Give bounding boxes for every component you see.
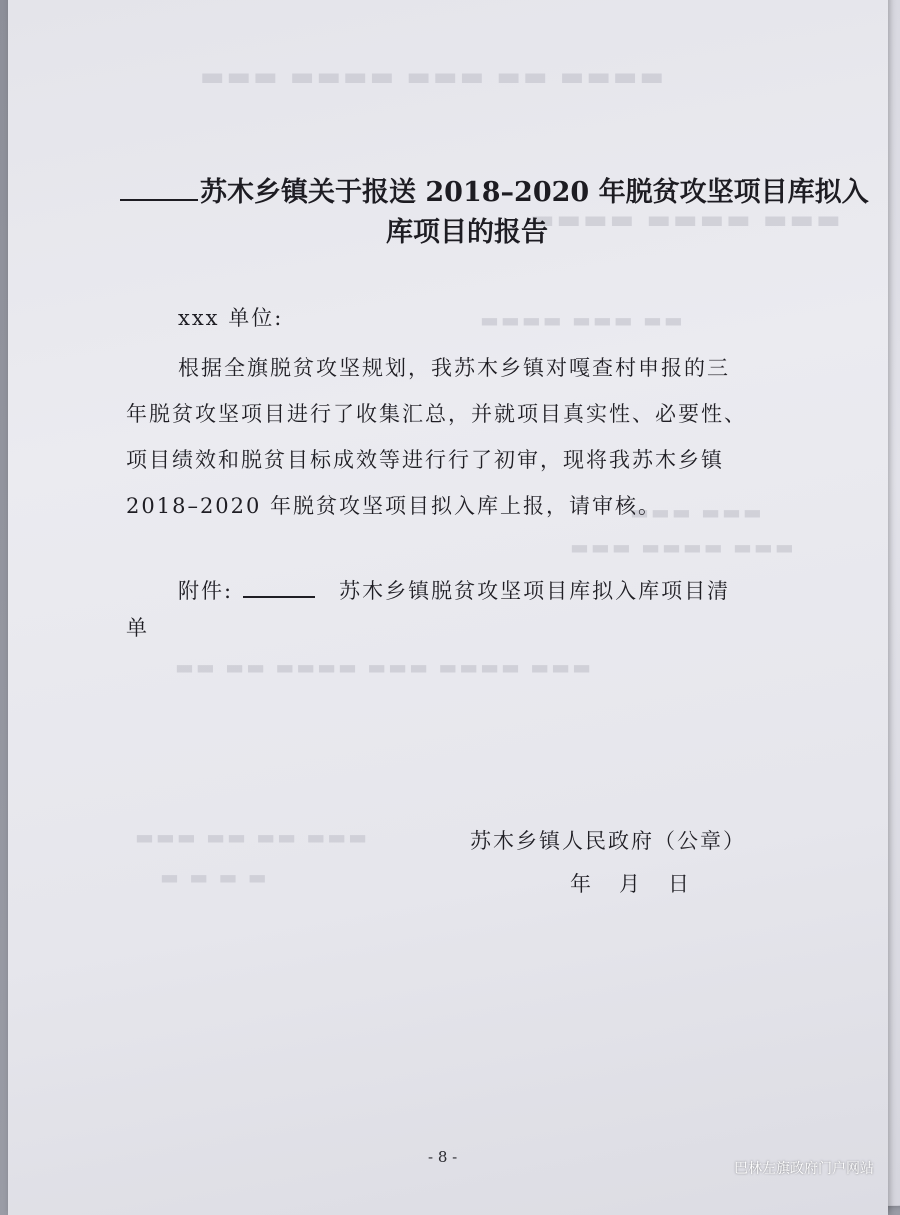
document-page: [8, 0, 888, 1215]
signature: 苏木乡镇人民政府（公章）: [470, 829, 746, 853]
paragraph-line-1: 根据全旗脱贫攻坚规划，我苏木乡镇对嘎查村申报的三: [178, 356, 730, 380]
show-through-mark: ▬▬▬ ▬▬▬: [628, 500, 762, 524]
paragraph-line-3: 项目绩效和脱贫目标成效等进行行了初审，现将我苏木乡镇: [126, 448, 724, 472]
report-title-line-1: [120, 170, 869, 209]
show-through-mark: ▬▬ ▬▬▬ ▬▬▬▬: [478, 308, 683, 332]
page-number: - 8 -: [428, 1148, 458, 1166]
report-title-line-2: 库项目的报告: [386, 217, 548, 248]
show-through-mark: ▬▬▬ ▬▬▬▬ ▬▬▬ ▬▬▬▬ ▬▬ ▬▬: [173, 655, 591, 679]
show-through-mark: ▬▬▬ ▬▬▬▬ ▬▬▬▬: [528, 205, 841, 235]
attachment-label: 附件:: [178, 579, 234, 603]
attachment-text: 苏木乡镇脱贫攻坚项目库拟入库项目清: [339, 579, 731, 603]
signature-date: 年 月 日: [570, 872, 692, 896]
show-through-mark: ▬▬▬ ▬▬▬▬ ▬▬▬: [568, 535, 794, 559]
title-text: 苏木乡镇关于报送 2018–2020 年脱贫攻坚项目库拟入: [200, 177, 869, 208]
attachment-line: [178, 575, 730, 605]
paragraph-line-2: 年脱贫攻坚项目进行了收集汇总，并就项目真实性、必要性、: [126, 402, 747, 426]
site-watermark: 巴林左旗政府门户网站: [734, 1161, 874, 1177]
show-through-mark: ▬▬▬ ▬▬ ▬▬ ▬▬▬: [133, 825, 368, 849]
show-through-mark: ▬▬▬▬ ▬▬ ▬▬▬ ▬▬▬▬ ▬▬▬: [198, 62, 665, 92]
attachment-wrap: 单: [126, 616, 149, 640]
show-through-mark: ▬ ▬ ▬ ▬: [158, 865, 267, 889]
title-blank-line: [120, 175, 198, 201]
addressee: xxx 单位:: [178, 306, 284, 330]
attachment-blank-line: [243, 578, 315, 598]
paragraph-line-4: 2018–2020 年脱贫攻坚项目拟入库上报，请审核。: [126, 494, 662, 518]
